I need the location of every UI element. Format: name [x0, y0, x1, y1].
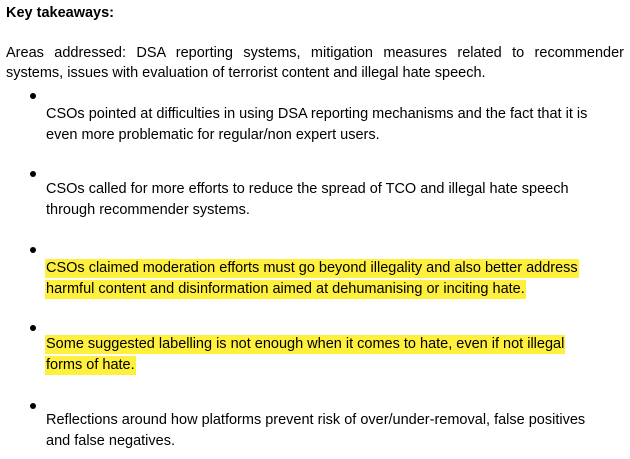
bullet-icon [30, 403, 36, 409]
intro-line: systems, issues with evaluation of terrorist content and illegal hate speech. [6, 65, 486, 81]
list-item-line [46, 258, 626, 279]
list-item-line: and false negatives. [46, 433, 175, 449]
highlighted-text: CSOs claimed moderation efforts must go beyond illegality and also better address [46, 260, 578, 276]
list-item-line: CSOs pointed at difficulties in using DSA reporting mechanisms and the fact that it is [46, 106, 588, 122]
list-item-line: even more problematic for regular/non expert users. [46, 127, 380, 143]
list-item-text [46, 104, 626, 146]
list-item-line [46, 334, 626, 355]
list-item-line: through recommender systems. [46, 202, 250, 218]
bullet-icon [30, 325, 36, 331]
bullet-icon [30, 247, 36, 253]
highlighted-text: harmful content and disinformation aimed at dehumanising or inciting hate. [46, 281, 525, 297]
highlighted-text: forms of hate. [46, 357, 135, 373]
intro-line: Areas addressed: DSA reporting systems, mitigation measures related to recommender [6, 45, 624, 61]
highlighted-text: Some suggested labelling is not enough when it comes to hate, even if not illegal [46, 336, 565, 352]
list-item-text [46, 334, 626, 376]
bullet-icon [30, 93, 36, 99]
list-item-text [46, 258, 626, 300]
list-item-line: CSOs called for more efforts to reduce the spread of TCO and illegal hate speech [46, 181, 569, 197]
list-item-text [46, 179, 626, 221]
list-item-line [46, 355, 626, 376]
section-heading: Key takeaways: [6, 5, 115, 21]
intro-paragraph [6, 43, 624, 83]
list-item-line [46, 279, 626, 300]
list-item-line: Reflections around how platforms prevent risk of over/under-removal, false positives [46, 412, 586, 428]
list-item-text [46, 410, 626, 452]
bullet-icon [30, 171, 36, 177]
